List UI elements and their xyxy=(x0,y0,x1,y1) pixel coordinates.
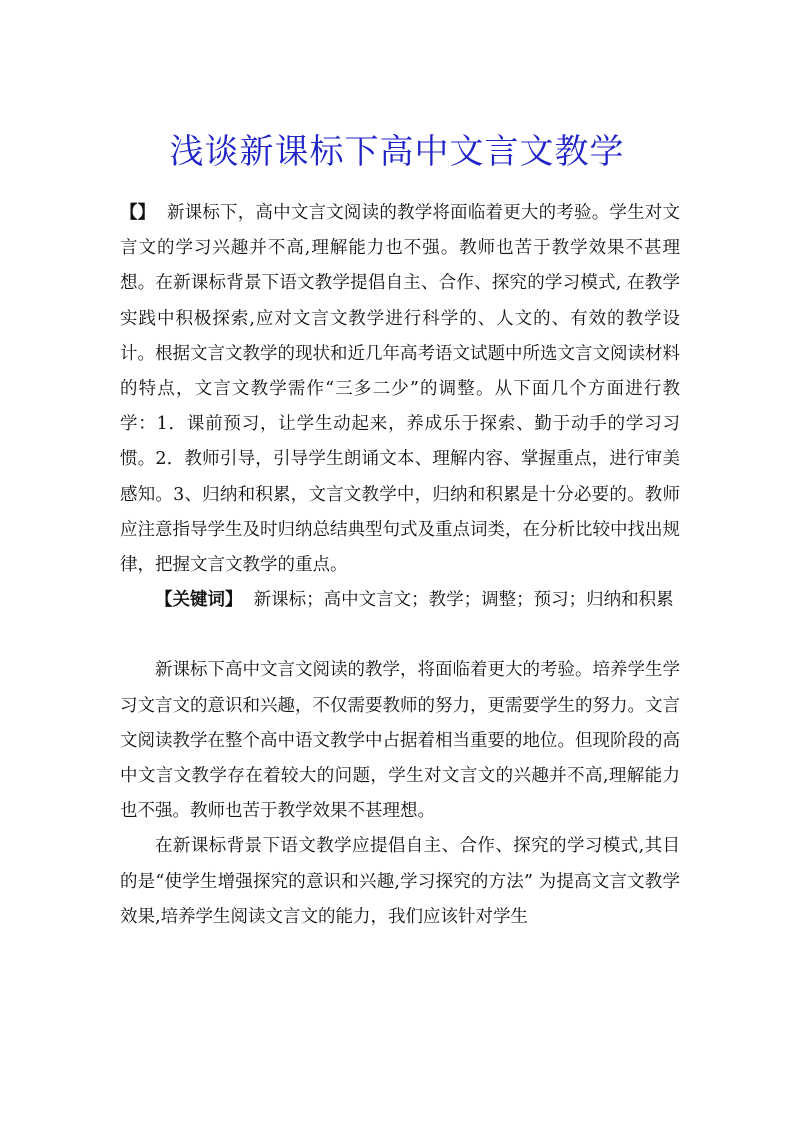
keywords-paragraph xyxy=(120,583,680,618)
body-paragraph-1: 新课标下高中文言文阅读的教学，将面临着更大的考验。培养学生学习文言文的意识和兴趣，不仅需要教师的努力，更需要学生的努力。文言文阅读教学在整个高中语文教学中占据着相当重要的地位。但现阶段的高中文言文教学存在着较大的问题，学生对文言文的兴趣并不高,理解能力也不强。教师也苦于教学效果不甚理想。 xyxy=(120,660,680,822)
abstract-text: 新课标下，高中文言文阅读的教学将面临着更大的考验。学生对文言文的学习兴趣并不高,理解能力也不强。教师也苦于教学效果不甚理想。在新课标背景下语文教学提倡自主、合作、探究的学习模式, 在教学实践中积极探索,应对文言文教学进行科学的、人文的、有效的教学设计。根据文言文教学的现状和近几年高考语文试题中所选文言文阅读材料的特点，文言文教学需作“三多二少”的调整。从下面几个方面进行教学：1．课前预习，让学生动起来，养成乐于探索、勤于动手的学习习惯。2．教师引导，引导学生朗诵文本、理解内容、掌握重点，进行审美感知。3、归纳和积累，文言文教学中，归纳和积累是十分必要的。教师应注意指导学生及时归纳总结典型句式及重点词类，在分析比较中找出规律，把握文言文教学的重点。 xyxy=(120,203,680,576)
abstract-label: 【】 xyxy=(120,203,156,223)
body-paragraph-2: 在新课标背景下语文教学应提倡自主、合作、探究的学习模式,其目的是“使学生增强探究的意识和兴趣,学习探究的方法” 为提高文言文教学效果,培养学生阅读文言文的能力，我们应该针对学生 xyxy=(120,836,680,927)
document-title: 浅谈新课标下高中文言文教学 xyxy=(169,132,625,172)
paragraph-spacer xyxy=(120,618,680,653)
document-body xyxy=(120,196,680,935)
abstract-paragraph xyxy=(120,196,680,583)
keywords-label: 【关键词】 xyxy=(155,590,243,611)
keywords-text: 新课标；高中文言文；教学；调整；预习；归纳和积累 xyxy=(253,590,674,611)
